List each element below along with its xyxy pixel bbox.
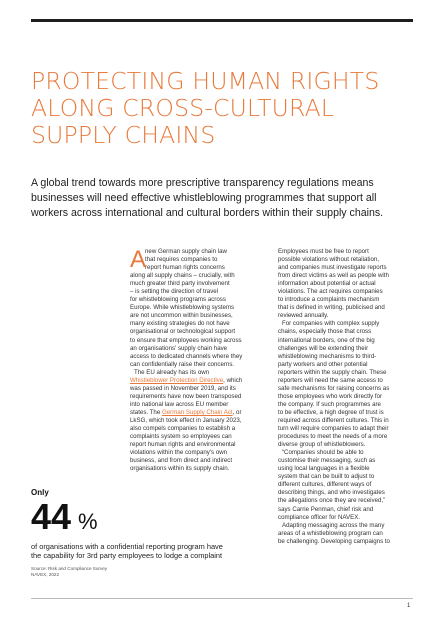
text-line: are not uncommon within businesses, (130, 312, 233, 320)
text-line: reviewed annually. (278, 312, 329, 320)
lead-line: A global trend towards more prescriptive transparency regulations means (31, 177, 374, 189)
title-line: ALONG CROSS-CULTURAL (31, 94, 335, 122)
text-line: was passed in November 2019, and its (130, 384, 236, 392)
text-line: compliance officer for NAVEX. (278, 513, 361, 521)
text-line: says Carrie Penman, chief risk and (278, 505, 374, 513)
text-line: turn will require companies to adapt their (278, 425, 389, 433)
text-line: an organisations' supply chain have (130, 344, 228, 352)
text-line: organisations within its supply chain. (130, 465, 230, 473)
text-line: along all supply chains – crucially, with (130, 272, 235, 280)
text-line: to be effective, a high degree of trust is (278, 408, 384, 416)
text-line: – is setting the direction of travel (130, 288, 219, 296)
top-rule (31, 19, 413, 22)
text-line: Employees must be free to report (278, 248, 369, 255)
text-line: different cultures, different ways of (278, 481, 372, 489)
text-line: information about potential or actual (278, 280, 376, 288)
text-line: required across different cultures. This in (278, 416, 389, 424)
stat-prefix: Only (31, 488, 49, 497)
bottom-rule (31, 598, 413, 599)
text-line: violations within the company's own (130, 449, 228, 457)
drop-cap: A (130, 246, 147, 273)
text-line: the allegations once they are received,” (278, 497, 386, 505)
text-line: safe mechanisms for raising concerns as (278, 384, 390, 392)
text-line: organisational or technological support (130, 328, 236, 336)
text-line: much greater third party involvement (130, 280, 230, 288)
lead-paragraph (31, 176, 416, 221)
text-line: customise their messaging, such as (278, 457, 376, 465)
lead-line: workers across international and cultural borders within their supply chains. (31, 207, 384, 219)
page-number: 1 (407, 603, 411, 609)
text-line: business, and from direct and indirect (130, 457, 233, 465)
lead-line: businesses will need effective whistleblowing programmes that support all (31, 192, 377, 204)
text-line: reporters will need the same access to (278, 376, 383, 384)
text-line: LkSG, which took effect in January 2023, (130, 416, 242, 424)
text-line: describing things, and who investigates (278, 489, 385, 497)
page-title (31, 68, 421, 149)
text-line: can confidentially raise their concerns. (130, 360, 235, 368)
text-line: to introduce a complaints mechanism (278, 296, 380, 304)
text-line: whistleblowing mechanisms to third- (278, 352, 377, 360)
text-line: report human rights and environmental (130, 441, 236, 449)
text-line: The EU already has its own (134, 368, 210, 376)
text-line: violations. The act requires companies (278, 288, 383, 296)
text-line: that requires companies to (145, 256, 218, 264)
text-line: also compels companies to establish a (130, 425, 236, 433)
text-line: For companies with complex supply (282, 320, 380, 328)
text-line: system that can be built to adjust to (278, 473, 375, 481)
text-line: new German supply chain law (145, 248, 227, 255)
text-line: many existing strategies do not have (130, 320, 230, 328)
text-line: “Companies should be able to (282, 449, 364, 457)
stat-unit: % (78, 509, 98, 534)
stat-number: 44 (31, 496, 72, 537)
whistleblower-directive-link[interactable]: Whistleblower Protection Directive (130, 376, 224, 384)
text-line: possible violations without retaliation, (278, 256, 380, 264)
text-line: complaints system so employees can (130, 433, 232, 441)
text-line: Adapting messaging across the many (282, 521, 385, 529)
source-line: Source: Risk and Compliance Survey (31, 566, 108, 571)
text-line: those employees who work directly for (278, 392, 383, 400)
text-line: international borders, one of the big (278, 336, 375, 344)
text-line: party workers and other potential (278, 360, 368, 368)
text-line: diverse group of whistleblowers. (278, 441, 366, 449)
text-fragment: , which (223, 376, 243, 384)
text-line: and companies must investigate reports (278, 264, 387, 272)
title-line: SUPPLY CHAINS (31, 121, 216, 149)
source-line: NAVEX, 2022 (31, 572, 60, 577)
text-line: to ensure that employees working across (130, 336, 242, 344)
text-line: areas of a whistleblowing program can (278, 529, 383, 537)
text-line: chains, especially those that cross (278, 328, 372, 336)
text-fragment: states. The (130, 408, 162, 416)
german-supply-chain-act-link[interactable]: German Supply Chain Act (161, 408, 233, 416)
text-line: for whistleblowing programs across (130, 296, 226, 304)
text-line: challenges will be extending their (278, 344, 369, 352)
text-line: into national law across EU member (130, 400, 229, 408)
text-line (130, 377, 270, 385)
text-line: reporters within the supply chain. These (278, 368, 387, 376)
stat-source (31, 566, 107, 578)
text-line: procedures to meet the needs of a more (278, 433, 388, 441)
title-line: PROTECTING HUMAN RIGHTS (31, 67, 380, 95)
text-line: from direct victims as well as people with (278, 272, 389, 280)
text-line: the company. If such programmes are (278, 400, 381, 408)
text-line: Europe. While whistleblowing systems (130, 304, 235, 312)
text-line: access to dedicated channels where they (130, 352, 243, 360)
body-column-left (130, 248, 270, 473)
text-line: that is defined in writing, publicised and (278, 304, 385, 312)
text-line: be challenging. Developing campaigns to (278, 537, 390, 545)
text-fragment: , or (232, 408, 242, 416)
body-column-right (278, 248, 413, 546)
stat-description-line: of organisations with a confidential reporting program have (31, 542, 223, 551)
text-line: requirements have now been transposed (130, 392, 242, 400)
stat-description (31, 542, 281, 561)
text-line (130, 409, 270, 417)
text-line: using local languages in a flexible (278, 465, 370, 473)
stat-description-line: the capability for 3rd party employees to lodge a complaint (31, 551, 223, 561)
text-line: report human rights concerns (145, 264, 225, 272)
